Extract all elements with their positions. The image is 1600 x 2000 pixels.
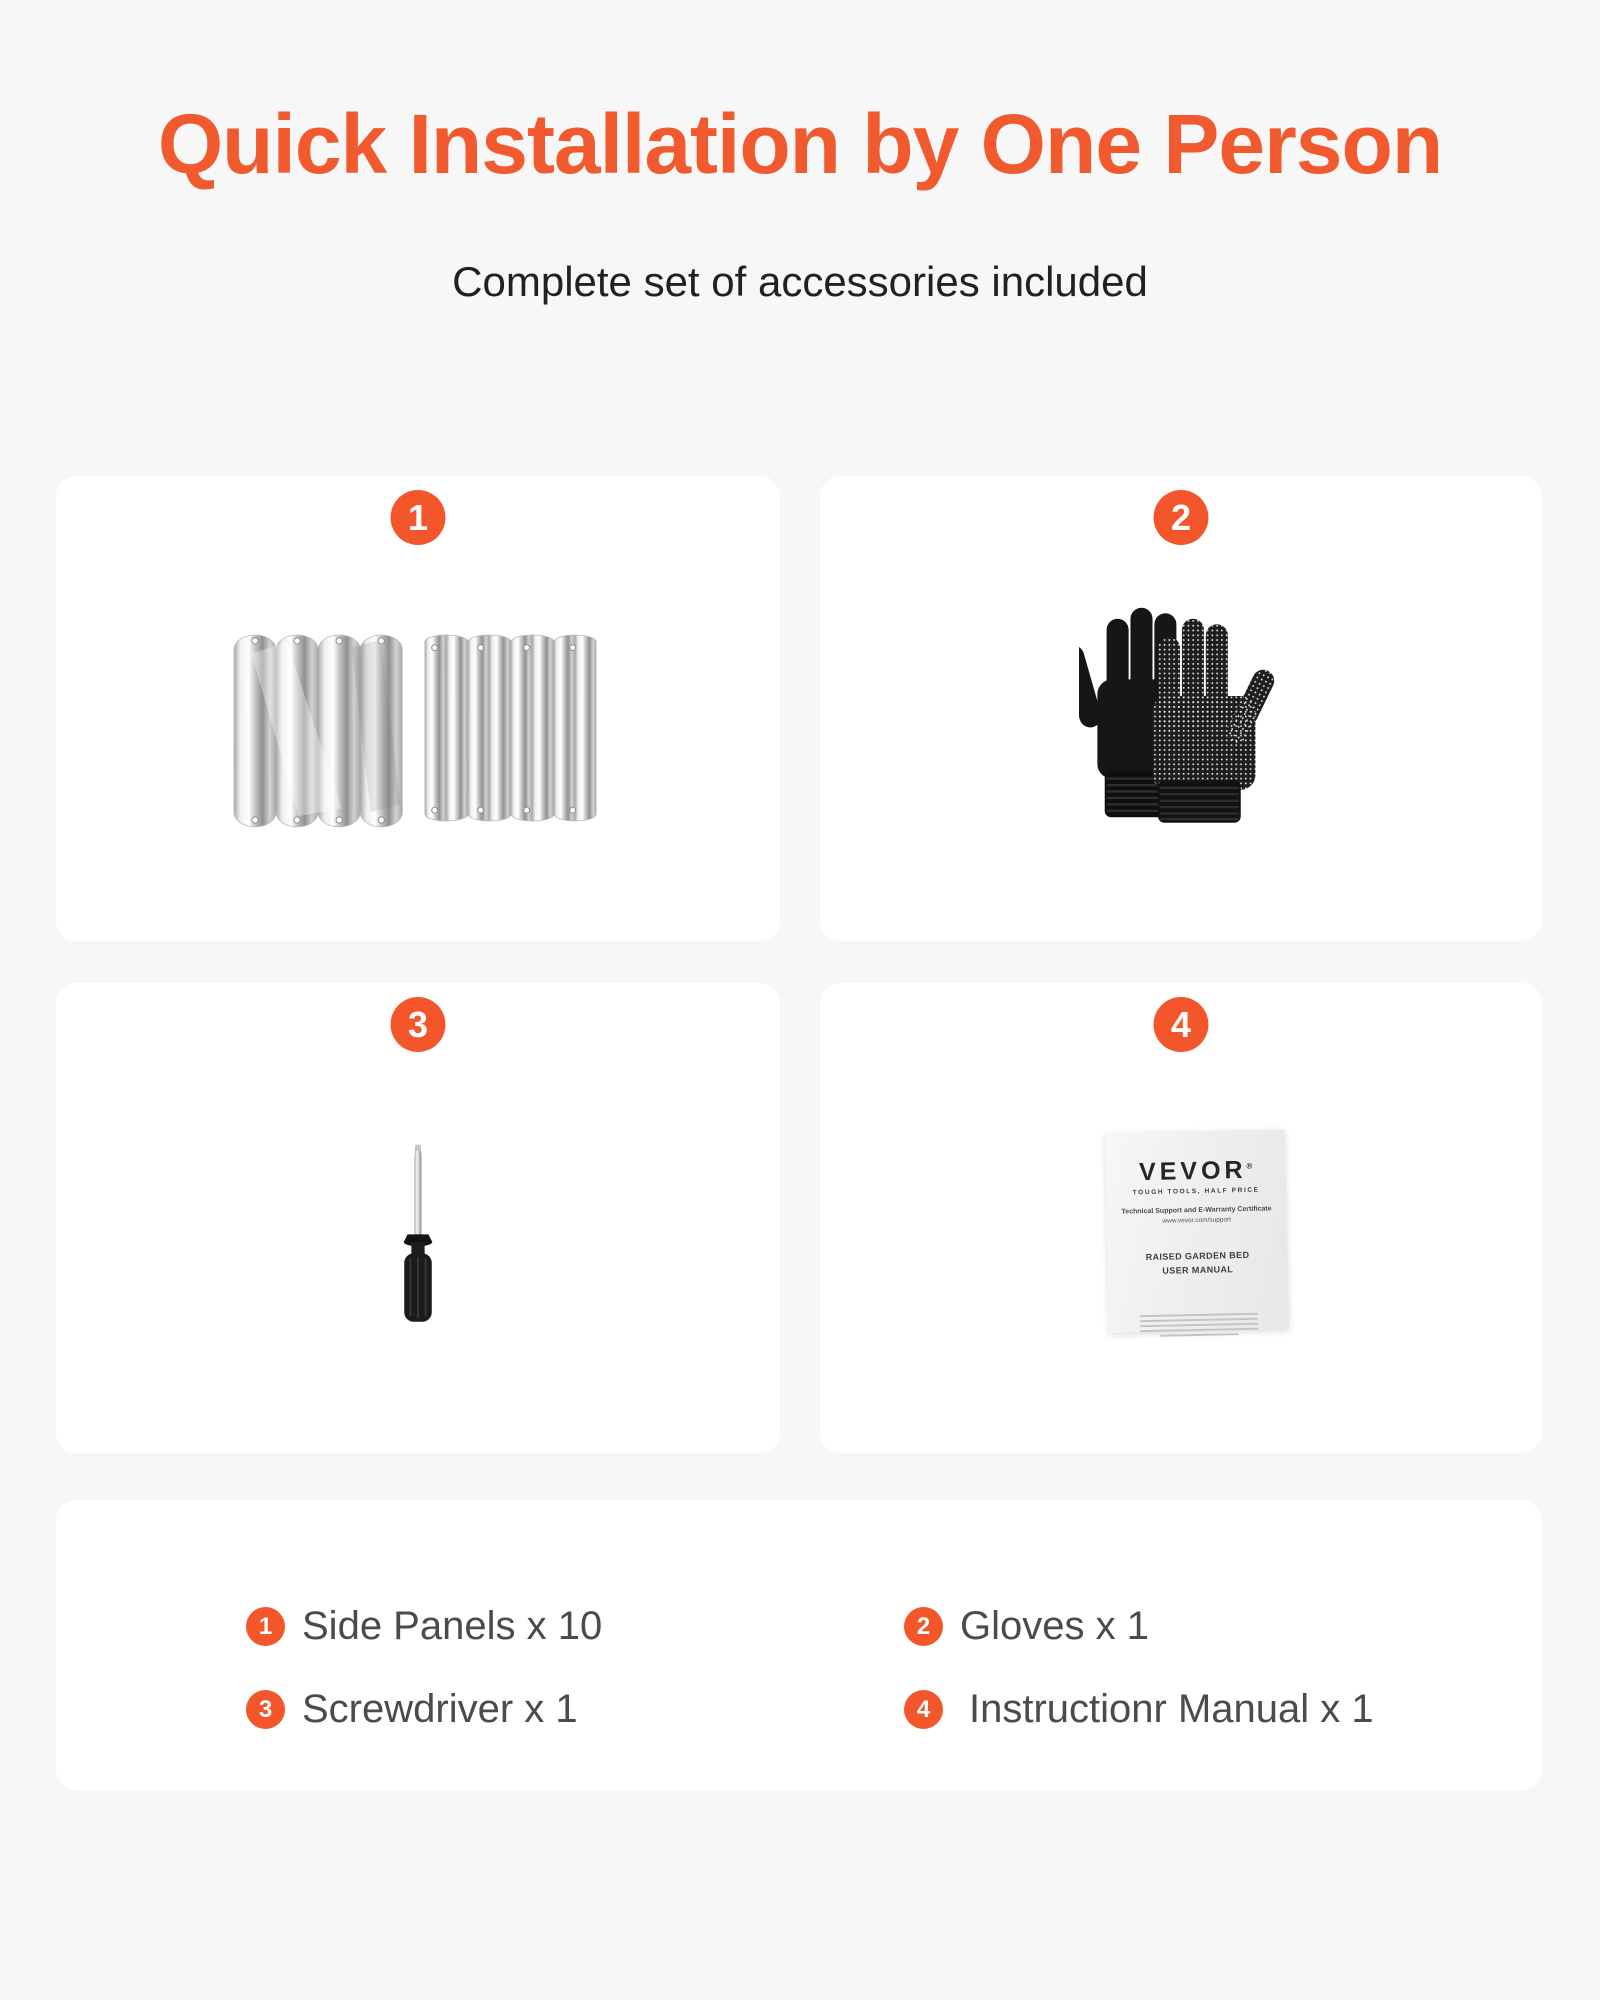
corrugated-panel-left [234,635,402,827]
gloves-image [1079,602,1283,823]
accessory-card-screwdriver [56,983,780,1453]
manual-support-url: www.vevor.com/support [1162,1216,1232,1225]
legend-badge-4: 4 [904,1690,943,1729]
number-badge-1: 1 [391,490,446,545]
manual-brand [1105,1155,1286,1188]
legend-item-side-panels [246,1604,602,1649]
legend-badge-2: 2 [904,1607,943,1646]
accessory-card-side-panels [56,476,780,941]
manual-doc-title-line2: USER MANUAL [1162,1264,1234,1276]
screwdriver-image [390,1141,447,1324]
legend-item-instruction-manual [904,1687,1374,1732]
legend-card [56,1500,1542,1790]
legend-badge-1: 1 [246,1607,285,1646]
legend-label-side-panels: Side Panels x 10 [302,1604,603,1648]
manual-image [1105,1129,1289,1333]
corrugated-panel-right [425,635,596,821]
manual-tagline: TOUGH TOOLS, HALF PRICE [1132,1186,1260,1197]
number-badge-3: 3 [391,997,446,1052]
accessory-card-gloves [820,476,1542,941]
number-badge-4: 4 [1154,997,1209,1052]
manual-doc-title [1107,1248,1288,1280]
page-subtitle: Complete set of accessories included [452,258,1148,305]
registered-mark: ® [1246,1161,1253,1171]
manual-brand-text: VEVOR [1138,1155,1247,1187]
legend-item-screwdriver [246,1687,578,1732]
number-badge-2: 2 [1154,490,1209,545]
manual-doc-title-line1: RAISED GARDEN BED [1145,1249,1250,1263]
legend-badge-3: 3 [246,1690,285,1729]
side-panels-image [232,624,604,832]
manual-support-line: Technical Support and E-Warranty Certificate [1121,1205,1272,1216]
page-title: Quick Installation by One Person [157,97,1443,191]
front-glove-dotted [1153,619,1278,823]
fine-print-lines [1109,1312,1289,1338]
legend-label-instruction-manual: Instructionr Manual x 1 [969,1687,1374,1731]
accessory-card-manual [820,983,1542,1453]
legend-label-gloves: Gloves x 1 [960,1604,1149,1648]
legend-item-gloves [904,1604,1149,1649]
legend-label-screwdriver: Screwdriver x 1 [302,1687,578,1731]
